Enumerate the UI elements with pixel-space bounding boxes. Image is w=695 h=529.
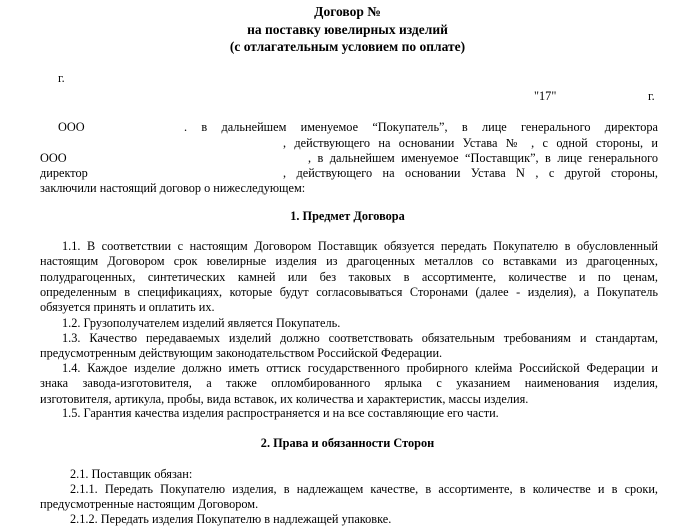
clause-1-2-line: 1.2. Грузополучателем изделий является Покупатель. (62, 316, 341, 330)
clause-1-4-line: изготовителя, артикула, пробы, вида вставок, их количества и характеристик, массы изделия. (40, 391, 529, 406)
buyer-org-prefix: ООО (58, 120, 85, 134)
date-year-suffix: г. (648, 89, 655, 103)
supplier-basis: , действующего на основании Устава N , с другой стороны, (283, 166, 658, 180)
clause-2-1-1 (40, 482, 658, 513)
clause-1-4-line: знака завода-изготовителя, а также опломбированного ярлыка с указанием наименования изделия, (40, 376, 658, 391)
supplier-description: , в дальнейшем именуемое “Поставщик”, в лице генерального (308, 151, 658, 165)
clause-1-1-line: настоящим Договором срок ювелирные изделия из драгоценных металлов со вставками из драгоценных, (40, 254, 658, 269)
clause-1-1-line: определенным в спецификациях, которые будут согласовываться Сторонами (далее - изделия), а Покупатель (40, 284, 658, 299)
clause-2-1-2: 2.1.2. Передать изделия Покупателю в надлежащей упаковке. (70, 512, 392, 526)
clause-1-5-line: 1.5. Гарантия качества изделия распространяется и на все составляющие его части. (62, 406, 499, 420)
preamble-conclusion: заключили настоящий договор о нижеследующем: (40, 181, 306, 195)
clause-1-4-line: 1.4. Каждое изделие должно иметь оттиск государственного пробирного клейма Российской Федерации и (62, 361, 658, 375)
clause-1-5 (40, 406, 658, 421)
clause-1-3-line: 1.3. Качество передаваемых изделий должно соответствовать обязательным требованиям и стандартам, (62, 331, 658, 345)
section-2-heading: 2. Права и обязанности Сторон (260, 436, 435, 450)
supplier-org-prefix: ООО (40, 151, 67, 165)
clause-2-1-1-line: 2.1.1. Передать Покупателю изделия, в надлежащем качестве, в ассортименте, в количестве и в сроки, (70, 482, 658, 496)
clause-1-1-line: полудрагоценных, синтетических камней или без таковых в ассортименте, количестве и по ценам, (40, 269, 658, 284)
clause-1-3-line: предусмотренным действующим законодательством Российской Федерации. (40, 346, 443, 361)
clause-1-4 (40, 361, 658, 407)
document-condition: (с отлагательным условием по оплате) (229, 39, 466, 54)
supplier-director-label: директор (40, 166, 88, 180)
clause-1-1 (40, 239, 658, 315)
clause-1-1-line: обязуется принять и оплатить их. (40, 300, 215, 315)
document-subtitle: на поставку ювелирных изделий (247, 22, 448, 37)
buyer-description: . в дальнейшем именуемое “Покупатель”, в лице генерального директора (184, 120, 658, 134)
clause-1-3 (40, 331, 658, 362)
section-1-heading: 1. Предмет Договора (290, 209, 405, 223)
clause-2-1: 2.1. Поставщик обязан: (70, 467, 193, 481)
clause-1-2 (40, 316, 658, 331)
clause-2-1-1-line: предусмотренные настоящим Договором. (40, 497, 259, 512)
clause-1-1-line: 1.1. В соответствии с настоящим Договором Поставщик обязуется передать Покупателю в обусловленный (62, 239, 658, 253)
city-prefix: г. (58, 71, 65, 85)
buyer-basis: , действующего на основании Устава № , с одной стороны, и (283, 136, 658, 150)
date-day: "17" (534, 89, 557, 103)
document-title: Договор № (314, 4, 381, 19)
